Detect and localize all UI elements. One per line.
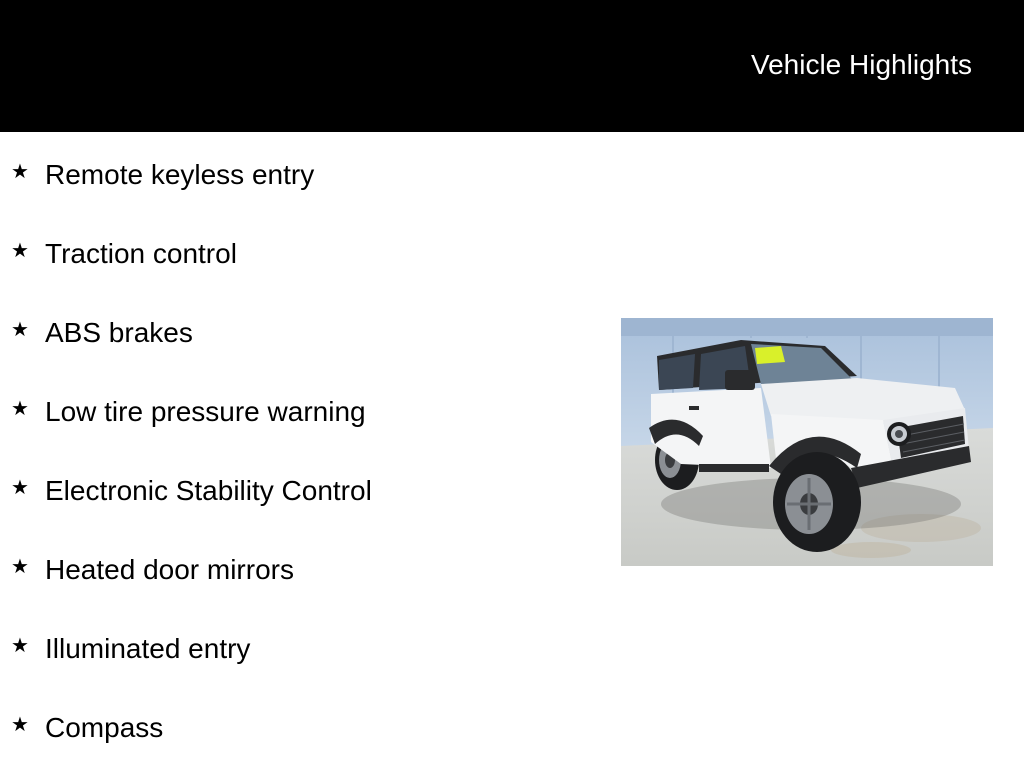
list-item xyxy=(0,707,600,747)
star-icon: ★ xyxy=(11,635,29,657)
list-item xyxy=(0,470,600,510)
highlight-label: Compass xyxy=(45,712,164,743)
page-title: Vehicle Highlights xyxy=(750,49,972,80)
highlight-label: Electronic Stability Control xyxy=(45,475,372,506)
highlight-label: Illuminated entry xyxy=(45,633,251,664)
front-wheel xyxy=(773,452,861,552)
header-bar xyxy=(0,0,1024,132)
highlight-label: Traction control xyxy=(45,238,237,269)
list-item xyxy=(0,391,600,431)
vehicle-photo xyxy=(621,318,993,566)
star-icon: ★ xyxy=(11,240,29,262)
star-icon: ★ xyxy=(11,714,29,736)
star-icon: ★ xyxy=(11,477,29,499)
star-icon: ★ xyxy=(11,556,29,578)
star-icon: ★ xyxy=(11,398,29,420)
highlight-label: ABS brakes xyxy=(45,317,193,348)
highlight-label: Low tire pressure warning xyxy=(45,396,366,427)
list-item xyxy=(0,628,600,668)
star-icon: ★ xyxy=(11,319,29,341)
list-item xyxy=(0,549,600,589)
star-icon: ★ xyxy=(11,161,29,183)
list-item xyxy=(0,154,600,194)
list-item xyxy=(0,312,600,352)
highlight-label: Remote keyless entry xyxy=(45,159,315,190)
list-item xyxy=(0,233,600,273)
highlight-label: Heated door mirrors xyxy=(45,554,294,585)
